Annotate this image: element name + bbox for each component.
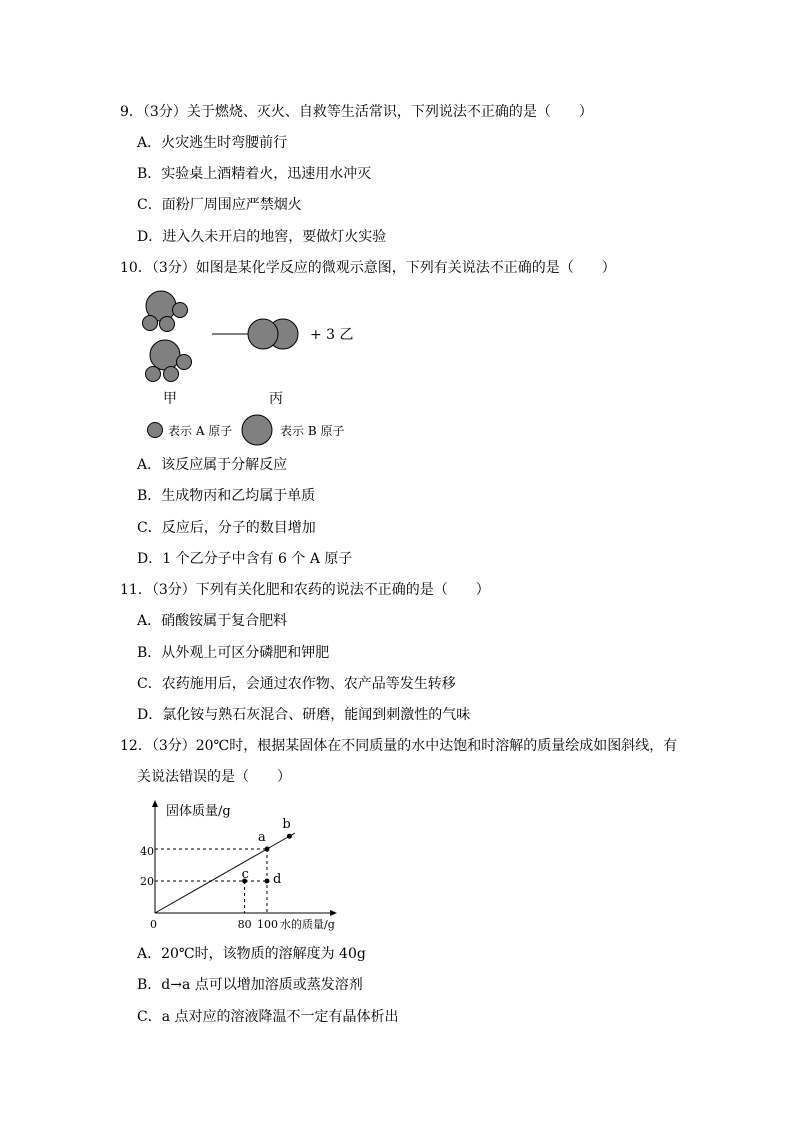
q10-option-a: A．该反应属于分解反应: [137, 457, 288, 473]
reactant-molecule-2: [146, 340, 192, 382]
x-tick-label: 80: [237, 918, 252, 931]
y-axis-arrow: [152, 800, 158, 807]
point-label-d: d: [273, 872, 282, 887]
plus-three-yi-label: + 3 乙: [310, 327, 354, 343]
y-tick-label: 20: [140, 875, 154, 888]
y-tick-label: 40: [140, 845, 154, 858]
q10-stem: 10．（3分）如图是某化学反应的微观示意图，下列有关说法不正确的是（ ）: [120, 260, 616, 276]
q11-stem: 11．（3分）下列有关化肥和农药的说法不正确的是（ ）: [120, 582, 490, 598]
reaction-diagram: [130, 282, 370, 452]
x-tick-label: 0: [150, 918, 157, 931]
y-axis-label: 固体质量/g: [166, 804, 231, 819]
q9-option-c: C．面粉厂周围应严禁烟火: [137, 197, 302, 213]
point-label-a: a: [258, 830, 266, 845]
x-tick-label: 100: [257, 918, 278, 931]
point-d: [265, 879, 270, 884]
q12-option-a: A．20℃时，该物质的溶解度为 40g: [137, 946, 366, 962]
x-axis-arrow: [330, 910, 337, 916]
x-axis-label: 水的质量/g: [280, 918, 335, 931]
solubility-chart: [130, 795, 360, 940]
q9-stem: 9．（3分）关于燃烧、灭火、自救等生活常识，下列说法不正确的是（ ）: [120, 104, 593, 120]
q10-option-d: D．1 个乙分子中含有 6 个 A 原子: [137, 551, 353, 567]
q11-option-b: B．从外观上可区分磷肥和钾肥: [137, 645, 330, 661]
q12-option-c: C．a 点对应的溶液降温不一定有晶体析出: [137, 1009, 399, 1025]
q9-option-d: D．进入久未开启的地窖，要做灯火实验: [137, 229, 387, 245]
point-label-b: b: [282, 817, 291, 833]
q11-option-d: D．氯化铵与熟石灰混合、研磨，能闻到刺激性的气味: [137, 707, 471, 723]
point-a: [265, 847, 270, 852]
product-label: 丙: [269, 391, 283, 407]
legend-a-atom-icon: [148, 423, 163, 438]
q11-option-a: A．硝酸铵属于复合肥料: [137, 613, 288, 629]
point-label-c: c: [241, 867, 249, 882]
q12-stem-line2: 关说法错误的是（ ）: [137, 769, 291, 785]
reactant-molecule-1: [143, 291, 188, 332]
q10-option-b: B．生成物丙和乙均属于单质: [137, 488, 316, 504]
q9-option-b: B．实验桌上酒精着火，迅速用水冲灭: [137, 166, 372, 182]
q11-option-c: C．农药施用后，会通过农作物、农产品等发生转移: [137, 676, 456, 692]
point-b: [287, 834, 292, 839]
q12-option-b: B．d→a 点可以增加溶质或蒸发溶剂: [137, 977, 363, 993]
q9-option-a: A．火灾逃生时弯腰前行: [137, 135, 288, 151]
legend-b-label: 表示 B 原子: [280, 424, 345, 438]
legend-a-label: 表示 A 原子: [168, 424, 233, 438]
product-molecule: [248, 319, 298, 349]
q12-stem-line1: 12．（3分）20℃时，根据某固体在不同质量的水中达饱和时溶解的质量绘成如图斜线，有: [120, 738, 678, 754]
q10-option-c: C．反应后，分子的数目增加: [137, 520, 316, 536]
reactant-label: 甲: [163, 391, 177, 407]
legend-b-atom-icon: [242, 415, 272, 445]
